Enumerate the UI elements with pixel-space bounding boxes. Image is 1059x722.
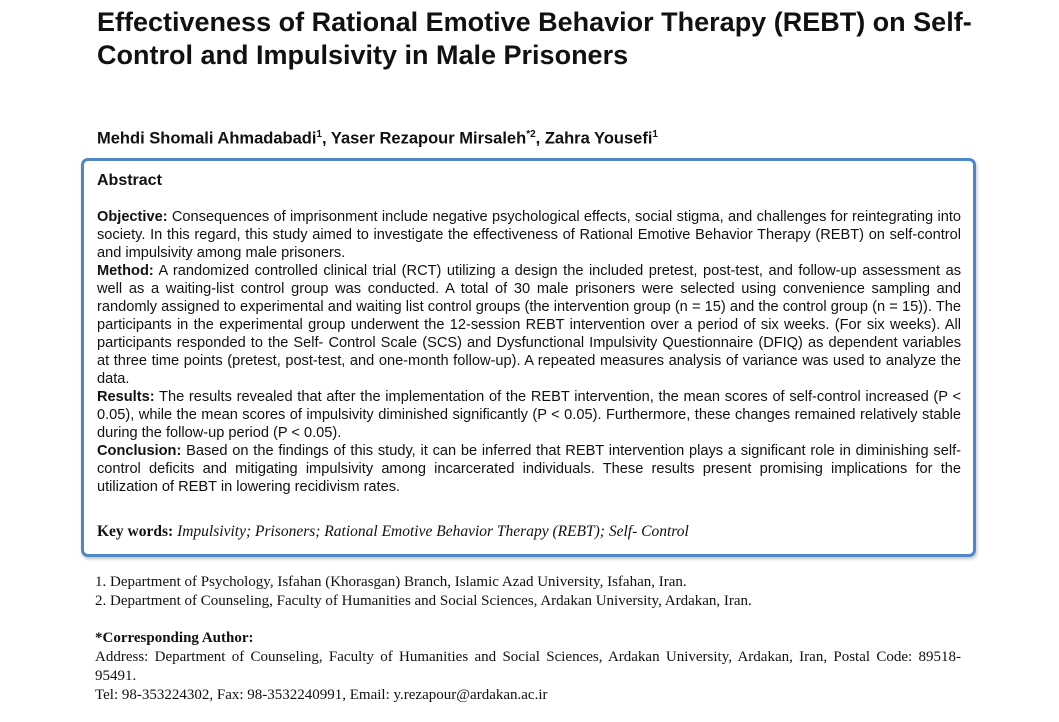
affiliations <box>95 573 975 611</box>
method-text: A randomized controlled clinical trial (RCT) utilizing a design the included pretest, post-test, and follow-up assessment as well as a waiting-list control group was conducted. A total of 30 male prisoners were selected using convenience sampling and randomly assigned to experimental and waiting list control groups (the intervention group (n = 15) and the control group (n = 15)). The participants in the experimental group underwent the 12-session REBT intervention over a period of six weeks. (For six weeks). All participants responded to the Self- Control Scale (SCS) and Dysfunctional Impulsivity Questionnaire (DFIQ) as dependent variables at three time points (pretest, post-test, and one-month follow-up). A repeated measures analysis of variance was used to analyze the data. <box>97 263 961 387</box>
corresponding-author-label: *Corresponding Author: <box>95 630 254 646</box>
objective-label: Objective: <box>97 209 168 225</box>
corresponding-contact: Tel: 98-353224302, Fax: 98-3532240991, Email: y.rezapour@ardakan.ac.ir <box>95 687 548 703</box>
keywords-text: Impulsivity; Prisoners; Rational Emotive Behavior Therapy (REBT); Self- Control <box>173 523 689 540</box>
abstract-conclusion <box>97 442 961 496</box>
author-affiliation-mark: 1 <box>652 129 658 140</box>
keywords <box>97 523 689 541</box>
author-list <box>97 129 658 149</box>
corresponding-address: Address: Department of Counseling, Faculty of Humanities and Social Sciences, Ardakan University, Ardakan, Iran, Postal Code: 89518-95491. <box>95 649 961 684</box>
author-affiliation-mark: 1 <box>316 129 322 140</box>
author-affiliation-mark: *2 <box>526 129 536 140</box>
author-name: Zahra Yousefi <box>544 129 653 148</box>
abstract-heading: Abstract <box>97 172 162 189</box>
results-text: The results revealed that after the implementation of the REBT intervention, the mean scores of self-control increased (P < 0.05), while the mean scores of impulsivity diminished significantly (P < 0.05). Furthermore, these changes remained relatively stable during the follow-up period (P < 0.05). <box>97 389 961 441</box>
keywords-label: Key words: <box>97 523 174 540</box>
abstract-objective <box>97 208 961 262</box>
objective-text: Consequences of imprisonment include negative psychological effects, social stigma, and challenges for reintegrating into society. In this regard, this study aimed to investigate the effectiveness of Rational Emotive Behavior Therapy (REBT) on self-control and impulsivity among male prisoners. <box>97 209 961 261</box>
conclusion-text: Based on the findings of this study, it can be inferred that REBT intervention plays a significant role in diminishing self-control deficits and mitigating impulsivity among incarcerated individuals. These results present promising implications for the utilization of REBT in lowering recidivism rates. <box>97 443 961 495</box>
author-name: Mehdi Shomali Ahmadabadi <box>97 129 317 148</box>
affiliation-item: 1. Department of Psychology, Isfahan (Khorasgan) Branch, Islamic Azad University, Isfahan, Iran. <box>95 574 687 590</box>
abstract-body <box>97 208 961 496</box>
results-label: Results: <box>97 389 155 405</box>
paper-title: Effectiveness of Rational Emotive Behavior Therapy (REBT) on Self-Control and Impulsivity in Male Prisoners <box>97 7 972 70</box>
author-separator: , <box>535 129 545 148</box>
conclusion-label: Conclusion: <box>97 443 182 459</box>
affiliation-item: 2. Department of Counseling, Faculty of Humanities and Social Sciences, Ardakan University, Ardakan, Iran. <box>95 593 752 609</box>
author-separator: , <box>321 129 331 148</box>
corresponding-author <box>95 629 961 705</box>
abstract-results <box>97 388 961 442</box>
method-label: Method: <box>97 263 154 279</box>
abstract-method <box>97 262 961 388</box>
author-name: Yaser Rezapour Mirsaleh <box>330 129 527 148</box>
